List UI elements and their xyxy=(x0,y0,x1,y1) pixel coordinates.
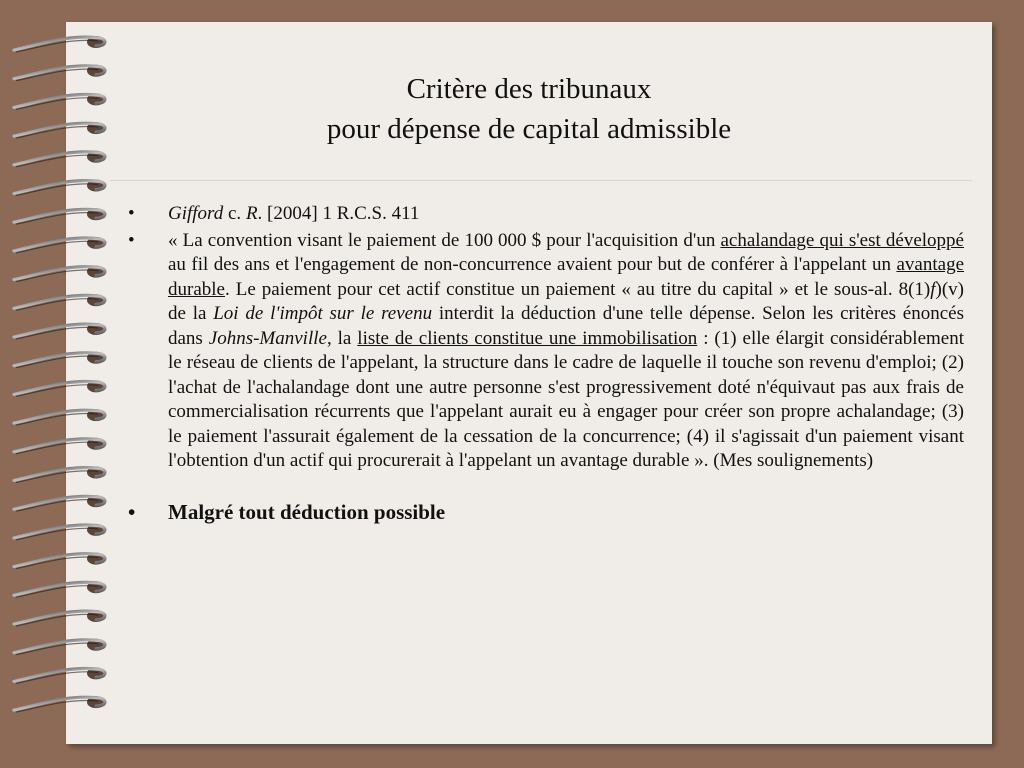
spiral-coil xyxy=(14,237,105,253)
spiral-coil xyxy=(14,581,105,597)
quote-italic-loi: Loi de l'impôt sur le revenu xyxy=(213,303,433,324)
bullet-dot: • xyxy=(128,499,136,524)
bullet-conclusion xyxy=(126,500,964,525)
spiral-coil xyxy=(14,639,105,655)
spiral-coil xyxy=(14,36,105,52)
bullet-citation xyxy=(126,202,964,227)
quote-text-4: )(v) de la xyxy=(168,278,964,324)
quote-italic-f: f xyxy=(930,278,936,300)
spiral-coil xyxy=(14,151,105,167)
spiral-coil xyxy=(14,495,105,511)
quote-text-7: : (1) elle élargit considérablement le réseau de clients de l'appelant, la structure dans le cadre de laquelle il touche son revenu d'emploi; (2) l'achat de l'achalandage dont une autre personne s'est progressivement doté n'équivaut pas aux frais de commercialisation récurrents que l'appelant aurait eu à engager pour créer son propre achalandage; (3) le paiement l'assurait également de la cessation de la concurrence; (4) il s'agissait d'un paiement visant l'obtention d'un actif qui procurerait à l'appelant un avantage durable ». (Mes soulignements) xyxy=(168,327,964,471)
case-name: Gifford xyxy=(168,203,224,224)
quote-italic-johns-manville: Johns-Manville xyxy=(208,327,327,349)
spiral-coil xyxy=(14,409,105,425)
title-line-1: Critère des tribunaux xyxy=(406,73,652,105)
quote-text-5: interdit la déduction d'une telle dépense. Selon les critères énoncés dans xyxy=(168,303,965,349)
spiral-coil xyxy=(14,553,105,569)
spiral-coil xyxy=(14,438,105,454)
quote-text-6: , la xyxy=(326,327,358,349)
spiral-coil xyxy=(14,294,105,310)
spiral-coil xyxy=(14,352,105,368)
spiral-coil xyxy=(14,610,105,626)
quote-text-2: au fil des ans et l'engagement de non-concurrence avaient pour but de conférer à l'appelant un xyxy=(168,254,897,275)
case-citation: . [2004] 1 R.C.S. 411 xyxy=(257,203,420,224)
spiral-coil xyxy=(14,180,105,196)
quote-underline-avantage: avantage durable xyxy=(168,254,964,300)
title-line-2: pour dépense de capital admissible xyxy=(326,113,732,145)
quote-underline-achalandage: achalandage qui s'est développé xyxy=(720,229,964,251)
quote-underline-liste: liste de clients constitue une immobilisation xyxy=(357,327,698,349)
spiral-coil xyxy=(14,696,105,712)
spiral-coil xyxy=(14,323,105,339)
spiral-coil xyxy=(14,208,105,224)
spiral-coil xyxy=(14,380,105,396)
spiral-coil xyxy=(14,266,105,282)
title-divider xyxy=(110,180,972,181)
spiral-coil xyxy=(14,667,105,683)
case-vs: c. xyxy=(223,203,246,224)
spiral-coil xyxy=(14,524,105,540)
spiral-coil xyxy=(14,467,105,483)
quote-text-3: . Le paiement pour cet actif constitue un paiement « au titre du capital » et le sous-al. 8(1) xyxy=(224,278,931,300)
quote-text-1: « La convention visant le paiement de 100 000 $ pour l'acquisition d'un xyxy=(168,229,721,251)
conclusion-text: Malgré tout déduction possible xyxy=(168,499,446,524)
slide-content xyxy=(126,200,964,524)
bullet-quote xyxy=(126,229,964,474)
bullet-dot: • xyxy=(128,203,135,224)
bullet-dot: • xyxy=(128,229,135,251)
case-party: R xyxy=(245,203,258,224)
